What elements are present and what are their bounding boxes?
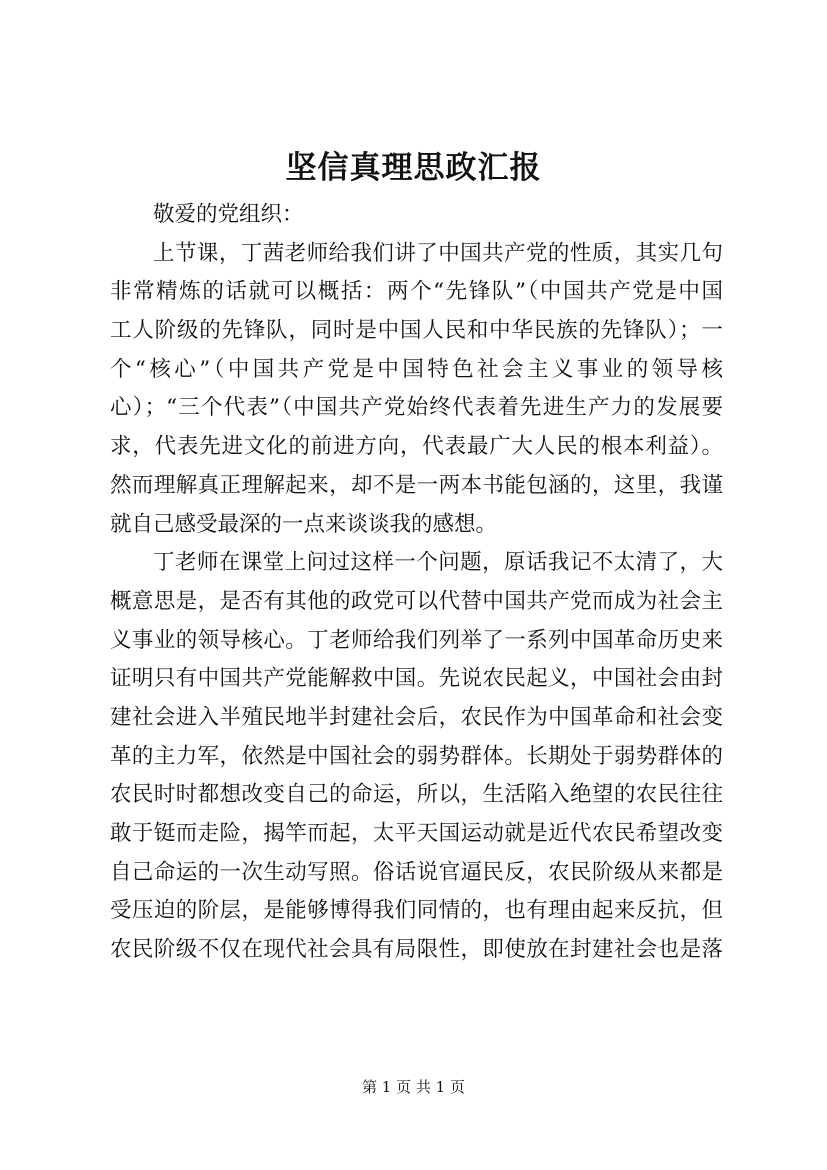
- body-line: 敢于铤而走险，揭竿而起，太平天国运动就是近代农民希望改变: [110, 821, 723, 846]
- body-line: 个“核心”（中国共产党是中国特色社会主义事业的领导核: [110, 356, 723, 382]
- body-line: 革的主力军，依然是中国社会的弱势群体。长期处于弱势群体的: [110, 743, 723, 769]
- body-line: 证明只有中国共产党能解救中国。先说农民起义，中国社会由封: [110, 666, 723, 692]
- body-line: 然而理解真正理解起来，却不是一两本书能包涵的，这里，我谨: [110, 472, 723, 498]
- body-line: 上节课，丁茜老师给我们讲了中国共产党的性质，其实几句: [153, 240, 723, 266]
- body-line: 建社会进入半殖民地半封建社会后，农民作为中国革命和社会变: [110, 704, 723, 730]
- document-body: [110, 196, 723, 970]
- body-line: 义事业的领导核心。丁老师给我们列举了一系列中国革命历史来: [110, 627, 723, 653]
- body-line: 就自己感受最深的一点来谈谈我的感想。: [110, 511, 498, 537]
- body-line: 敬爱的党组织：: [153, 202, 304, 227]
- page-footer: 第 1 页 共 1 页: [362, 1078, 465, 1096]
- body-line: 工人阶级的先锋队，同时是中国人民和中华民族的先锋队）；一: [110, 318, 723, 344]
- body-line: 求，代表先进文化的前进方向，代表最广大人民的根本利益）。: [110, 434, 723, 460]
- document-title: 坚信真理思政汇报: [285, 150, 542, 186]
- body-line: 农民阶级不仅在现代社会具有局限性，即使放在封建社会也是落: [110, 937, 723, 963]
- body-line: 自己命运的一次生动写照。俗话说官逼民反，农民阶级从来都是: [110, 859, 723, 885]
- body-line: 非常精炼的话就可以概括：两个“先锋队”（中国共产党是中国: [110, 279, 723, 305]
- body-line: 概意思是，是否有其他的政党可以代替中国共产党而成为社会主: [110, 588, 723, 614]
- body-line: 心）；“三个代表”（中国共产党始终代表着先进生产力的发展要: [110, 395, 723, 421]
- body-line: 受压迫的阶层，是能够博得我们同情的，也有理由起来反抗，但: [110, 898, 723, 924]
- body-line: 农民时时都想改变自己的命运，所以，生活陷入绝望的农民往往: [110, 782, 723, 808]
- body-line: 丁老师在课堂上问过这样一个问题，原话我记不太清了，大: [153, 550, 723, 576]
